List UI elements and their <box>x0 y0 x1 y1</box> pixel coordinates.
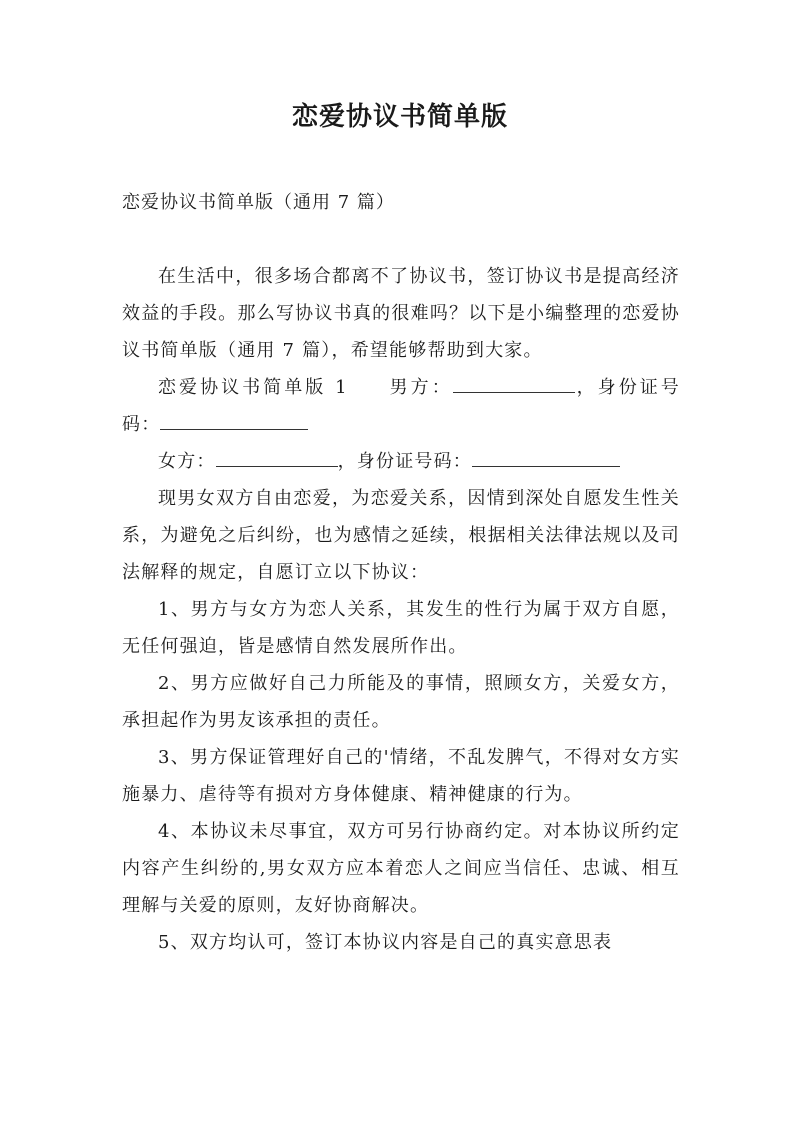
clause-4: 4、本协议未尽事宜，双方可另行协商约定。对本协议所约定内容产生纠纷的,男女双方应本着恋人之间应当信任、忠诚、相互理解与关爱的原则，友好协商解决。 <box>122 821 680 916</box>
clause-3: 3、男方保证管理好自己的'情绪，不乱发脾气，不得对女方实施暴力、虐待等有损对方身体健康、精神健康的行为。 <box>122 747 680 805</box>
preamble-paragraph: 现男女双方自由恋爱，为恋爱关系，因情到深处自愿发生性关系，为避免之后纠纷，也为感情之延续，根据相关法律法规以及司法解释的规定，自愿订立以下协议： <box>122 488 680 583</box>
female-party-line <box>122 443 680 480</box>
male-label: 男方： <box>387 377 453 398</box>
male-name-blank <box>453 370 575 393</box>
clause-5: 5、双方均认可，签订本协议内容是自己的真实意思表 <box>158 932 613 953</box>
intro-paragraph: 在生活中，很多场合都离不了协议书，签订协议书是提高经济效益的手段。那么写协议书真的很难吗？以下是小编整理的恋爱协议书简单版（通用 7 篇），希望能够帮助到大家。 <box>122 266 680 361</box>
female-id-blank <box>472 444 620 467</box>
female-name-blank <box>216 444 338 467</box>
male-id-blank <box>160 407 308 430</box>
section-heading: 恋爱协议书简单版 1 <box>158 377 348 398</box>
male-id-label: ，身份证号码： <box>122 377 680 435</box>
clause-1: 1、男方与女方为恋人关系，其发生的性行为属于双方自愿，无任何强迫，皆是感情自然发展所作出。 <box>122 599 680 657</box>
clause-2: 2、男方应做好自己力所能及的事情，照顾女方，关爱女方，承担起作为男友该承担的责任。 <box>122 673 680 731</box>
document-subtitle: 恋爱协议书简单版（通用 7 篇） <box>122 192 395 213</box>
document-title: 恋爱协议书简单版 <box>291 102 508 132</box>
female-label: 女方： <box>158 451 216 472</box>
female-id-label: ，身份证号码： <box>337 451 473 472</box>
male-party-line <box>122 369 680 443</box>
document-body <box>122 258 680 961</box>
